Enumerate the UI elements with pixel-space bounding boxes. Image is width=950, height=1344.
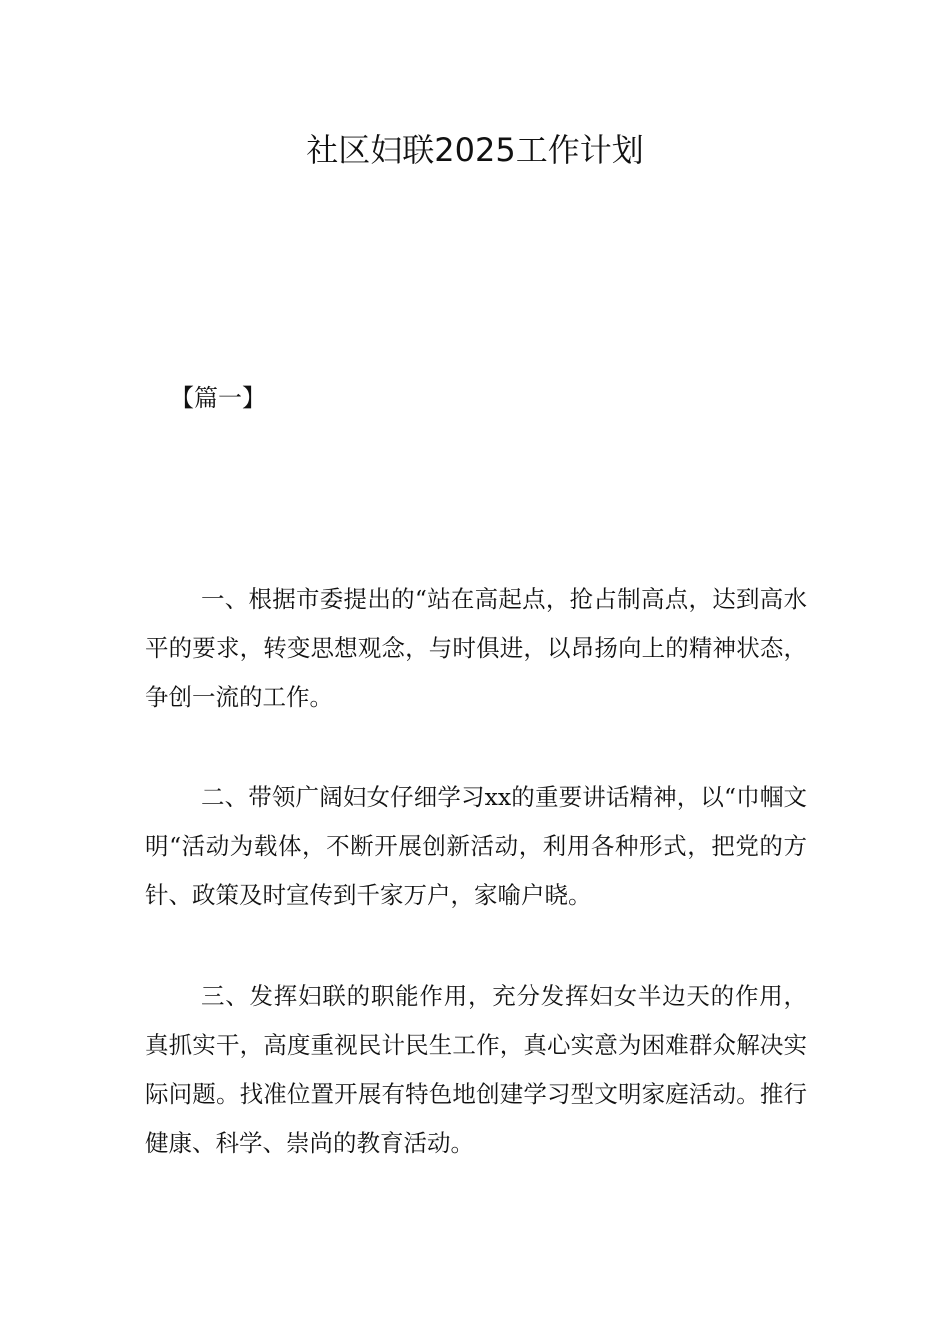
section-label: 【篇一】 [170, 384, 266, 412]
document-title: 社区妇联2025工作计划 [306, 131, 644, 169]
paragraph-2: 二、带领广阔妇女仔细学习xx的重要讲话精神，以“巾帼文明“活动为载体，不断开展创新活动，利用各种形式，把党的方针、政策及时宣传到千家万户，家喻户晓。 [145, 783, 807, 909]
paragraph-1: 一、根据市委提出的“站在高起点，抢占制高点，达到高水平的要求，转变思想观念，与时俱进，以昂扬向上的精神状态，争创一流的工作。 [145, 585, 807, 711]
paragraph-3: 三、发挥妇联的职能作用，充分发挥妇女半边天的作用，真抓实干，高度重视民计民生工作，真心实意为困难群众解决实际问题。找准位置开展有特色地创建学习型文明家庭活动。推行健康、科学、崇尚的教育活动。 [145, 982, 807, 1157]
